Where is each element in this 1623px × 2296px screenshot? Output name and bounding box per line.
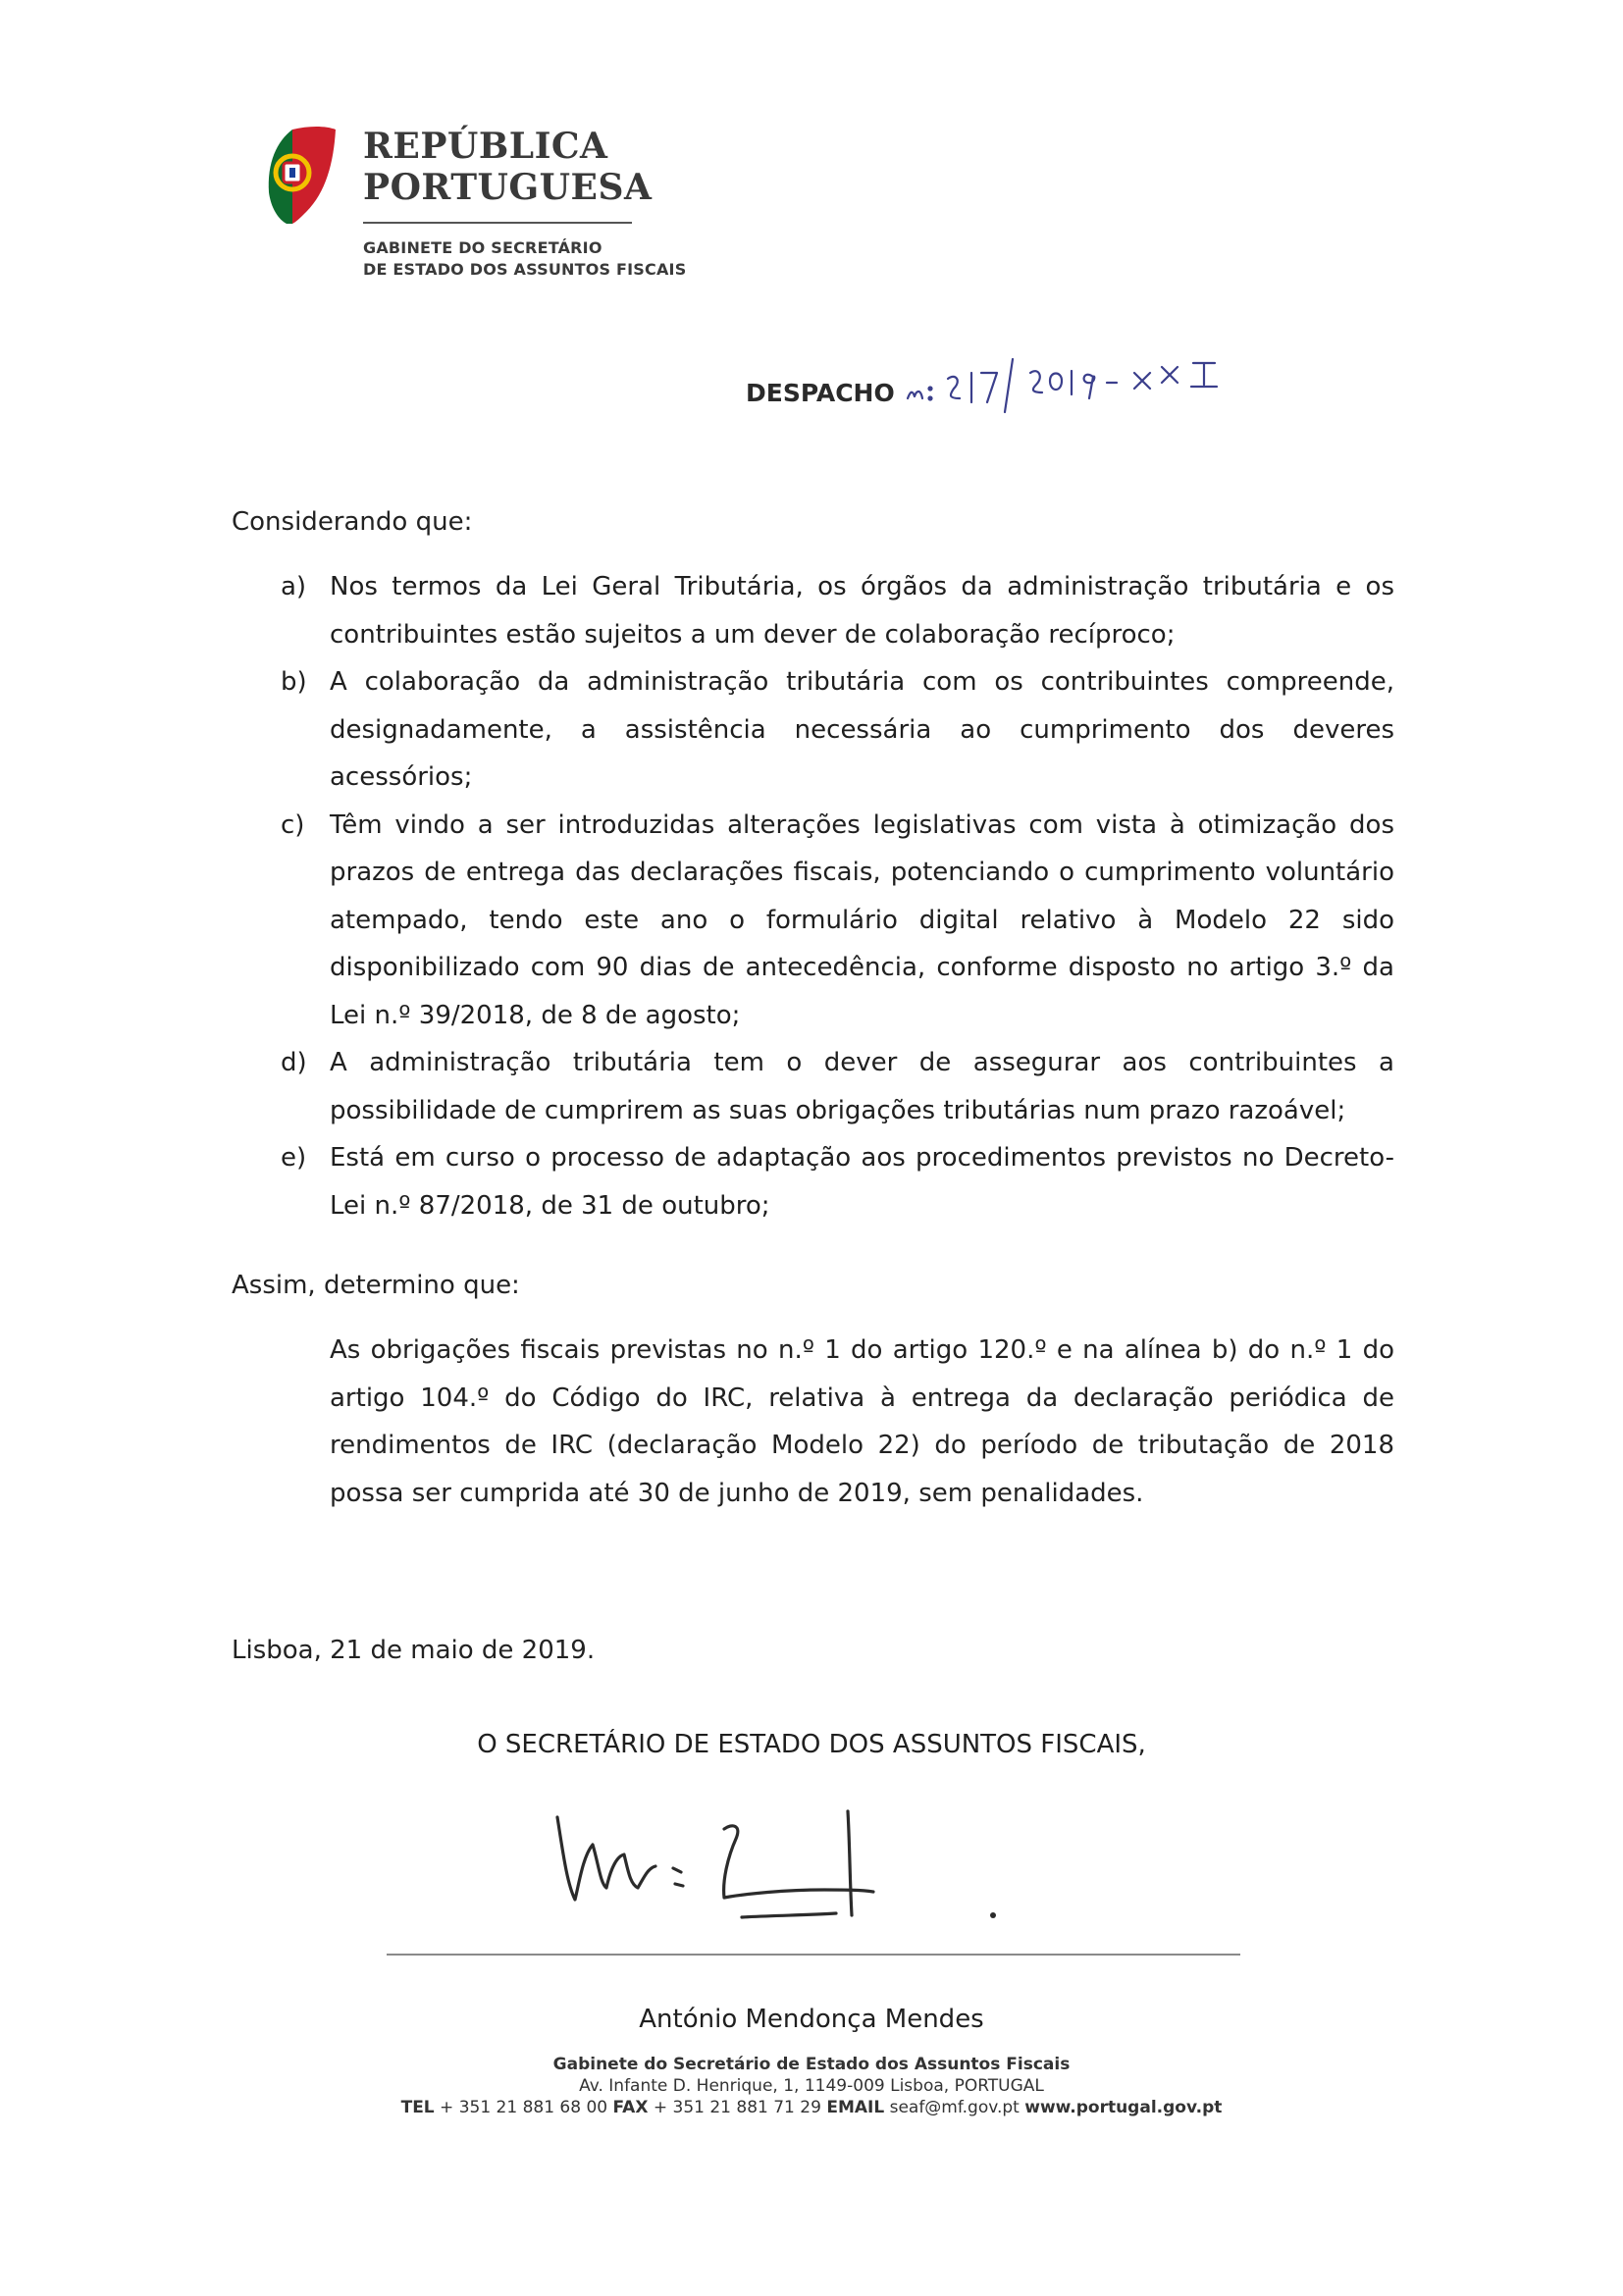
considerations-list xyxy=(0,563,1623,1229)
signature-line xyxy=(387,1954,1240,1956)
determination-intro: Assim, determino que: xyxy=(232,1271,520,1300)
item-text: Têm vindo a ser introduzidas alterações legislativas com vista à otimização dos prazos de entrega das declarações fiscais, potenciando o cumprimento voluntário atempado, tendo este ano o formulário digital relativo à Modelo 22 sido disponibilizado com 90 dias de antecedência, conforme disposto no artigo 3.º da Lei n.º 39/2018, de 8 de agosto; xyxy=(330,809,1394,1030)
signature-image xyxy=(550,1796,1021,1933)
footer-address: Av. Infante D. Henrique, 1, 1149-009 Lisboa, PORTUGAL xyxy=(579,2076,1044,2096)
item-text: Nos termos da Lei Geral Tributária, os órgãos da administração tributária e os contribuintes estão sujeitos a um dever de colaboração recíproco; xyxy=(330,572,1394,650)
tel-label: TEL xyxy=(400,2098,435,2117)
republic-title xyxy=(363,126,652,208)
item-letter: c) xyxy=(281,809,305,840)
signer-name: António Mendonça Mendes xyxy=(639,2005,984,2034)
item-letter: e) xyxy=(281,1143,307,1173)
republic-emblem-icon xyxy=(263,124,338,226)
place-date: Lisboa, 21 de maio de 2019. xyxy=(232,1636,596,1665)
republic-title-line2: PORTUGUESA xyxy=(363,167,653,208)
list-item xyxy=(0,1039,1623,1134)
email-label: EMAIL xyxy=(826,2098,885,2117)
handwritten-number xyxy=(903,349,1276,418)
website-link[interactable]: www.portugal.gov.pt xyxy=(1024,2098,1223,2117)
footer-office: Gabinete do Secretário de Estado dos Assuntos Fiscais xyxy=(552,2055,1071,2074)
office-name xyxy=(363,237,686,281)
email-link[interactable]: seaf@mf.gov.pt xyxy=(889,2098,1020,2117)
header-divider xyxy=(363,222,632,224)
item-text: Está em curso o processo de adaptação aos procedimentos previstos no Decreto-Lei n.º 87/2018, de 31 de outubro; xyxy=(330,1143,1394,1221)
tel-value: + 351 21 881 68 00 xyxy=(440,2098,608,2117)
considering-intro: Considerando que: xyxy=(232,507,473,537)
fax-label: FAX xyxy=(612,2098,649,2117)
list-item xyxy=(0,563,1623,658)
republic-title-line1: REPÚBLICA xyxy=(363,126,608,167)
list-item xyxy=(0,1134,1623,1229)
item-text: A colaboração da administração tributária com os contribuintes compreende, designadamente, a assistência necessária ao cumprimento dos deveres acessórios; xyxy=(330,667,1394,792)
signer-title: O SECRETÁRIO DE ESTADO DOS ASSUNTOS FISCAIS, xyxy=(477,1730,1146,1759)
item-letter: a) xyxy=(281,572,307,601)
fax-value: + 351 21 881 71 29 xyxy=(653,2098,821,2117)
item-letter: b) xyxy=(281,667,307,697)
document-title: DESPACHO xyxy=(746,379,895,407)
list-item xyxy=(0,802,1623,1040)
footer xyxy=(0,2054,1623,2118)
item-letter: d) xyxy=(281,1048,307,1077)
item-text: A administração tributária tem o dever de assegurar aos contribuintes a possibilidade de cumprirem as suas obrigações tributárias num prazo razoável; xyxy=(330,1048,1394,1125)
determination-text: As obrigações fiscais previstas no n.º 1 do artigo 120.º e na alínea b) do n.º 1 do artigo 104.º do Código do IRC, relativa à entrega da declaração periódica de rendimentos de IRC (declaração Modelo 22) do período de tributação de 2018 possa ser cumprida até 30 de junho de 2019, sem penalidades. xyxy=(330,1335,1394,1508)
office-name-line2: DE ESTADO DOS ASSUNTOS FISCAIS xyxy=(363,260,687,279)
list-item xyxy=(0,658,1623,802)
footer-contacts xyxy=(0,2097,1623,2118)
office-name-line1: GABINETE DO SECRETÁRIO xyxy=(363,238,602,257)
